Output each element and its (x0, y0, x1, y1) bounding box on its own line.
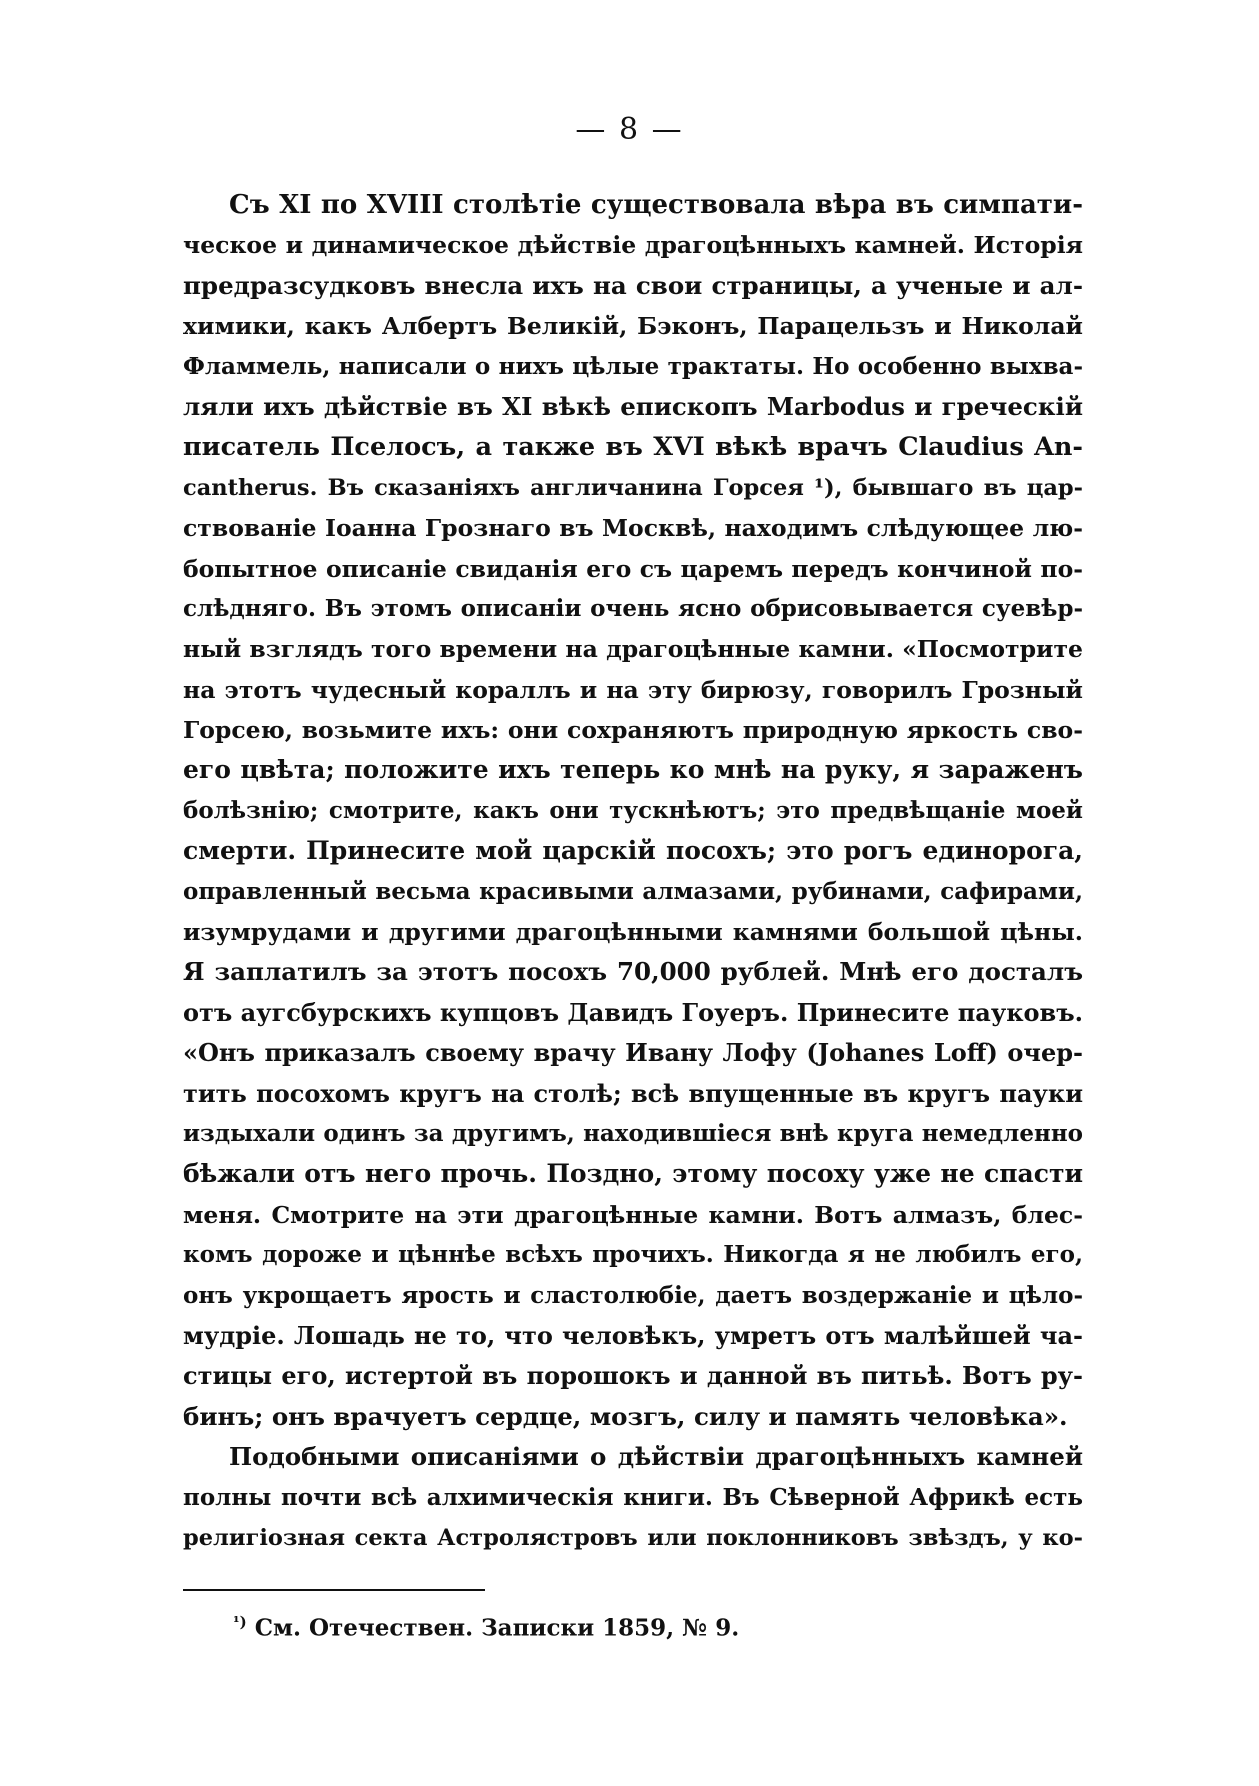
text-line: тить посохомъ кругъ на столѣ; всѣ впущенные въ кругъ пауки (183, 1078, 1083, 1108)
text-line: бопытное описаніе свиданія его съ царемъ передъ кончиной по- (183, 554, 1083, 583)
text-line: на этотъ чудесный кораллъ и на эту бирюзу, говорилъ Грозный (183, 675, 1083, 704)
text-line: изумрудами и другими драгоцѣнными камнями большой цѣны. (183, 918, 1083, 947)
text-line: смерти. Принесите мой царскій посохъ; это рогъ единорога, (183, 836, 1083, 866)
text-line: оправленный весьма красивыми алмазами, рубинами, сафирами, (183, 877, 1083, 905)
text-line: Горсею, возьмите ихъ: они сохраняютъ природную яркость сво- (183, 716, 1083, 745)
text-line: ческое и динамическое дѣйствіе драгоцѣнныхъ камней. Исторія (183, 231, 1083, 260)
text-line: предразсудковъ внесла ихъ на свои страницы, а ученые и ал- (183, 270, 1083, 300)
text-line: мудріе. Лошадь не то, что человѣкъ, умретъ отъ малѣйшей ча- (183, 1320, 1083, 1350)
text-line: онъ укрощаетъ ярость и сластолюбіе, даетъ воздержаніе и цѣло- (183, 1281, 1083, 1309)
text-line: бинъ; онъ врачуетъ сердце, мозгъ, силу и память человѣка». (183, 1401, 1068, 1431)
text-line: меня. Смотрите на эти драгоцѣнные камни. Вотъ алмазъ, блес- (183, 1200, 1083, 1229)
text-line: слѣдняго. Въ этомъ описаніи очень ясно обрисовывается суевѣр- (183, 594, 1083, 622)
text-line: болѣзнію; смотрите, какъ они тускнѣютъ; это предвѣщаніе моей (183, 796, 1083, 824)
text-line: cantherus. Въ сказаніяхъ англичанина Горсея ¹), бывшаго въ цар- (183, 474, 1083, 501)
text-line: химики, какъ Албертъ Великій, Бэконъ, Парацельзъ и Николай (183, 312, 1083, 341)
text-line: Я заплатилъ за этотъ посохъ 70,000 рублей. Мнѣ его досталъ (183, 957, 1083, 987)
footnote-marker: ¹) (233, 1613, 247, 1631)
text-line: издыхали одинъ за другимъ, находившіеся внѣ круга немедленно (183, 1119, 1083, 1147)
text-line: его цвѣта; положите ихъ теперь ко мнѣ на руку, я зараженъ (183, 755, 1083, 785)
footnote-text: См. Отечествен. Записки 1859, № 9. (254, 1614, 740, 1642)
footnote (233, 1613, 739, 1642)
text-line: ствованіе Іоанна Грознаго въ Москвѣ, находимъ слѣдующее лю- (183, 514, 1083, 543)
page-number: — 8 — (575, 112, 684, 147)
text-line: полны почти всѣ алхимическія книги. Въ Сѣверной Африкѣ есть (183, 1483, 1083, 1511)
text-line: ный взглядъ того времени на драгоцѣнные камни. «Посмотрите (183, 635, 1083, 664)
text-line: Съ XI по XVIII столѣтіе существовала вѣра въ симпати- (229, 190, 1083, 220)
text-line: религіозная секта Астролястровъ или поклонниковъ звѣздъ, у ко- (183, 1524, 1083, 1551)
text-line: комъ дороже и цѣннѣе всѣхъ прочихъ. Никогда я не любилъ его, (183, 1241, 1083, 1269)
text-line: «Онъ приказалъ своему врачу Ивану Лофу (Johanes Loff) очер- (183, 1038, 1083, 1068)
text-line: писатель Пселосъ, а также въ XVI вѣкѣ врачъ Claudius An- (183, 432, 1083, 463)
text-line: стицы его, истертой въ порошокъ и данной въ питьѣ. Вотъ ру- (183, 1361, 1083, 1391)
text-line: отъ аугсбурскихъ купцовъ Давидъ Гоуеръ. Принесите пауковъ. (183, 997, 1083, 1027)
text-line: ляли ихъ дѣйствіе въ XI вѣкѣ епископъ Marbodus и греческій (183, 391, 1083, 421)
body-text (183, 185, 1083, 1558)
text-line: Фламмель, написали о нихъ цѣлые трактаты. Но особенно выхва- (183, 352, 1083, 380)
footnote-divider (183, 1589, 485, 1591)
text-line: бѣжали отъ него прочь. Поздно, этому посоху уже не спасти (183, 1159, 1083, 1189)
text-line: Подобными описаніями о дѣйствіи драгоцѣнныхъ камней (229, 1442, 1083, 1472)
